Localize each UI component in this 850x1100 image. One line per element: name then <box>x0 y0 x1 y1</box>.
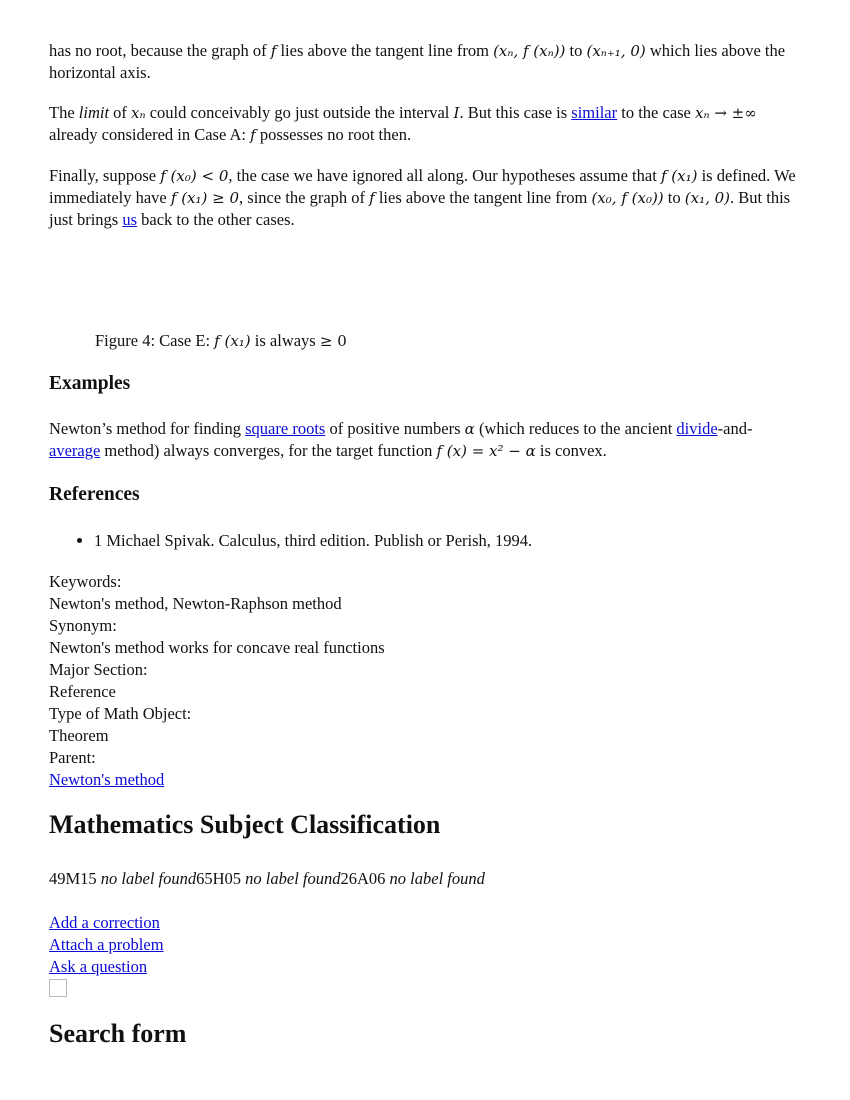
examples-paragraph: Newton’s method for finding square roots of positive numbers α (which reduces to the ancient divide-and-average method) always converges, for the target function f (x) = x² − α is convex. <box>49 419 753 460</box>
math-xn-to-infinity: xₙ → ±∞ <box>695 104 757 122</box>
math-f: f <box>250 126 256 144</box>
similar-link[interactable]: similar <box>571 103 618 122</box>
math-alpha: α <box>464 420 475 438</box>
metadata-block <box>49 571 809 791</box>
major-section-label: Major Section: <box>49 660 148 679</box>
search-form-heading: Search form <box>49 1019 187 1048</box>
math-point-x0: (x₀, f (x₀)) <box>591 189 664 207</box>
math-interval-I: I <box>453 104 460 122</box>
references-heading: References <box>49 484 140 505</box>
synonym-value: Newton's method works for concave real functions <box>49 638 385 657</box>
parent-link[interactable]: Newton's method <box>49 770 165 789</box>
paragraph-case-e: Finally, suppose f (x₀) < 0, the case we have ignored all along. Our hypotheses assume that f (x₁) is defined. We immediately have f (x₁) ≥ 0, since the graph of f lies above the tangent line from (x₀, f (x₀)) to (x₁, 0). But this just brings us back to the other cases. <box>49 166 796 229</box>
figure-caption: Figure 4: Case E: f (x₁) is always ≥ 0 <box>95 331 347 350</box>
paragraph-limit: The limit of xₙ could conceivably go just outside the interval I. But this case is similar to the case xₙ → ±∞ already considered in Case A: f possesses no root then. <box>49 103 757 144</box>
msc-label: no label found <box>245 869 341 888</box>
msc-heading: Mathematics Subject Classification <box>49 810 441 839</box>
msc-code: 65H05 <box>196 869 242 888</box>
action-links <box>49 912 809 978</box>
keywords-value: Newton's method, Newton-Raphson method <box>49 594 342 613</box>
msc-label: no label found <box>389 869 485 888</box>
math-point-xn1: (xₙ₊₁, 0) <box>586 42 646 60</box>
us-link[interactable]: us <box>122 210 138 229</box>
divide-link[interactable]: divide <box>676 419 718 438</box>
msc-label: no label found <box>100 869 197 888</box>
msc-code: 26A06 <box>340 869 386 888</box>
limit-emphasis: limit <box>78 103 110 122</box>
type-label: Type of Math Object: <box>49 704 192 723</box>
math-geq-zero: ≥ 0 <box>319 332 347 350</box>
math-point-x1: (x₁, 0) <box>684 189 731 207</box>
paragraph-graph-above-tangent: has no root, because the graph of f lies above the tangent line from (xₙ, f (xₙ)) to (xₙ₊₁, 0) which lies above the horizontal axis. <box>49 41 786 82</box>
math-f-x1: f (x₁) <box>660 167 698 185</box>
average-link[interactable]: average <box>49 441 101 460</box>
keywords-label: Keywords: <box>49 572 122 591</box>
math-f-x0-negative: f (x₀) < 0 <box>160 167 229 185</box>
ask-question-link[interactable]: Ask a question <box>49 957 148 976</box>
math-f: f <box>270 42 277 60</box>
math-f: f <box>369 189 375 207</box>
references-list <box>49 530 532 552</box>
msc-code: 49M15 <box>49 869 97 888</box>
math-f-x1: f (x₁) <box>214 332 251 350</box>
examples-heading: Examples <box>49 373 131 394</box>
msc-codes <box>49 868 809 890</box>
empty-checkbox[interactable] <box>49 979 67 997</box>
reference-item: • 1 Michael Spivak. Calculus, third edition. Publish or Perish, 1994. <box>94 530 532 552</box>
square-roots-link[interactable]: square roots <box>245 419 326 438</box>
add-correction-link[interactable]: Add a correction <box>49 913 160 932</box>
math-target-function: f (x) = x² − α <box>436 442 536 460</box>
attach-problem-link[interactable]: Attach a problem <box>49 935 164 954</box>
major-section-value: Reference <box>49 682 116 701</box>
math-f-x1-nonneg: f (x₁) ≥ 0 <box>170 189 240 207</box>
parent-label: Parent: <box>49 748 96 767</box>
type-value: Theorem <box>49 726 109 745</box>
math-point-xn: (xₙ, f (xₙ)) <box>493 42 566 60</box>
math-xn: xₙ <box>131 104 146 122</box>
synonym-label: Synonym: <box>49 616 117 635</box>
